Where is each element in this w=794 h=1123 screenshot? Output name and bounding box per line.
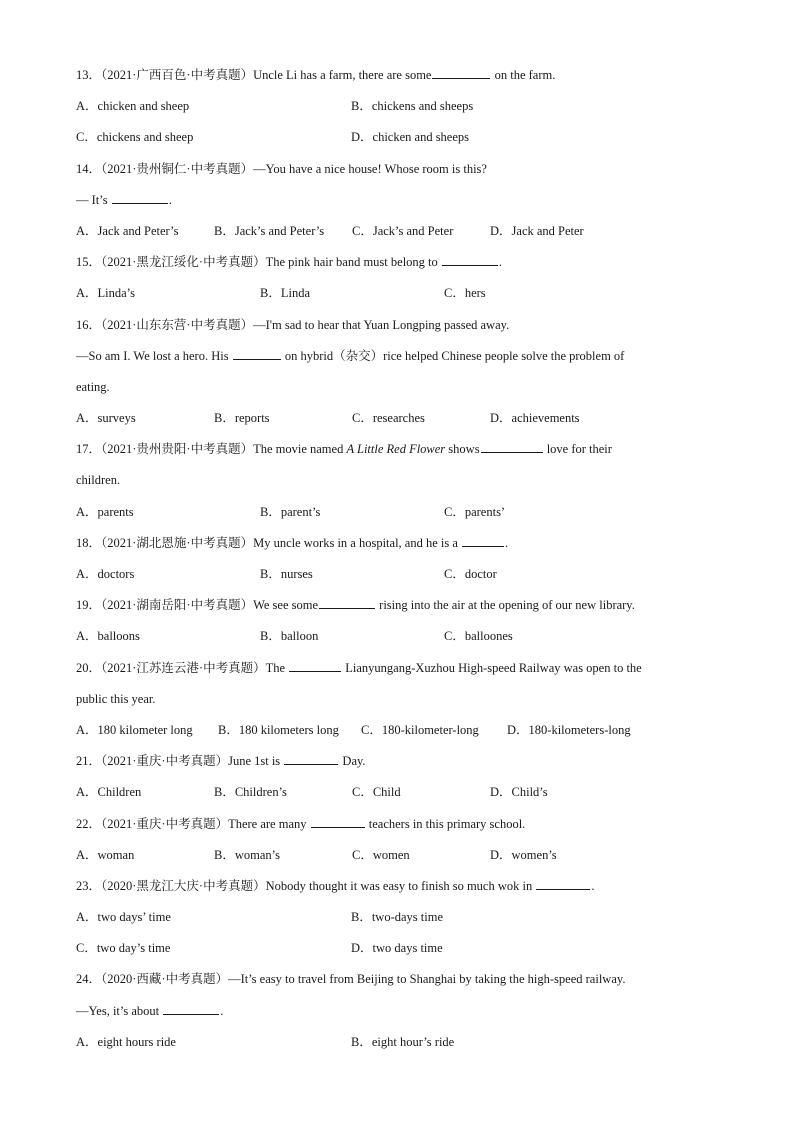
question-line [76,968,726,999]
option-a[interactable]: A．doctors [76,567,135,581]
option-b[interactable]: B．Jack’s and Peter’s [214,223,325,238]
question-line [76,532,726,563]
question-line [76,750,726,781]
answer-blank[interactable] [536,877,590,890]
option-c[interactable]: C．180-kilometer-long [361,722,479,737]
question-text: teachers in this primary school. [365,816,526,831]
option-d[interactable]: D．Child’s [490,785,548,800]
italic-title: A Little Red Flower [346,442,446,457]
option-b[interactable]: B．Linda [260,286,310,301]
answer-blank[interactable] [319,596,375,609]
option-a[interactable]: A．woman [76,847,135,862]
option-a[interactable]: A．surveys [76,411,136,426]
question-line [76,875,726,906]
option-a[interactable]: A．eight hours ride [76,1034,176,1049]
question-text: 17．（2021·贵州贵阳·中考真题）The movie named [76,442,347,457]
options-row [76,844,726,875]
exam-page [76,64,726,1062]
option-a[interactable]: A．Jack and Peter’s [76,223,179,238]
question-text: 18．（2021·湖北恩施·中考真题）My uncle works in a hospital, and he is a [76,535,462,550]
options-row [76,563,726,594]
option-a[interactable]: A．180 kilometer long [76,722,193,737]
option-c[interactable]: C．two day’s time [76,941,171,956]
option-b[interactable]: B．woman’s [214,847,280,862]
options-row [76,906,726,937]
answer-blank[interactable] [284,752,338,765]
question-text: — It’s [76,192,111,207]
question-line [76,688,726,719]
question-text: on hybrid（杂交）rice helped Chinese people solve the problem of [281,348,625,363]
question-line [76,594,726,625]
option-b[interactable]: B．nurses [260,567,313,581]
question-text: 13．（2021·广西百色·中考真题）Uncle Li has a farm, there are some [76,68,432,82]
option-c[interactable]: C．parents’ [444,504,506,519]
option-d[interactable]: D．women’s [490,847,557,862]
question-line [76,813,726,844]
answer-blank[interactable] [442,253,498,266]
question-text: —Yes, it’s about [76,1003,163,1018]
question-line [76,251,726,282]
question-text: 16．（2021·山东东营·中考真题）—I'm sad to hear that Yuan Longping passed away. [76,317,510,332]
question-text: Day. [339,754,366,769]
answer-blank[interactable] [432,66,490,79]
option-c[interactable]: C．women [352,847,410,862]
question-text: 22．（2021·重庆·中考真题）There are many [76,816,310,831]
option-a[interactable]: A．Linda’s [76,286,136,301]
option-d[interactable]: D．chicken and sheeps [351,130,470,145]
question-text: public this year. [76,691,156,706]
option-d[interactable]: D．achievements [490,411,580,426]
option-c[interactable]: C．researches [352,411,425,426]
options-row [76,95,726,126]
question-text: shows [445,442,480,457]
question-text: . [498,255,503,270]
answer-blank[interactable] [481,440,543,453]
answer-blank[interactable] [163,1002,219,1015]
option-a[interactable]: A．chicken and sheep [76,99,190,114]
option-d[interactable]: D．Jack and Peter [490,223,584,238]
question-line [76,657,726,688]
question-text: 14．（2021·贵州铜仁·中考真题）—You have a nice house! Whose room is this? [76,161,487,176]
question-text: . [591,878,595,893]
options-row [76,407,726,438]
option-c[interactable]: C．Child [352,785,401,800]
question-text: rising into the air at the opening of our new library. [376,598,635,613]
option-c[interactable]: C．chickens and sheep [76,130,194,145]
question-text: on the farm. [491,68,556,82]
option-b[interactable]: B．180 kilometers long [218,722,339,737]
options-row [76,220,726,251]
option-a[interactable]: A．balloons [76,629,140,644]
question-line [76,469,726,500]
option-b[interactable]: B．eight hour’s ride [351,1034,455,1049]
answer-blank[interactable] [233,347,281,360]
option-c[interactable]: C．Jack’s and Peter [352,223,454,238]
question-text: love for their [543,442,612,457]
question-text: 23．（2020·黑龙江大庆·中考真题）Nobody thought it was easy to finish so much wok in [76,878,536,893]
question-text: eating. [76,379,110,394]
options-row [76,625,726,656]
options-row [76,781,726,812]
options-row [76,126,726,157]
option-c[interactable]: C．hers [444,286,486,301]
options-row [76,282,726,313]
question-text: 21．（2021·重庆·中考真题）June 1st is [76,754,284,769]
question-text: 15．（2021·黑龙江绥化·中考真题）The pink hair band must belong to [76,255,441,270]
option-c[interactable]: C．balloones [444,629,513,644]
option-b[interactable]: B．chickens and sheeps [351,99,474,114]
options-row [76,501,726,532]
option-c[interactable]: C．doctor [444,567,497,581]
answer-blank[interactable] [289,659,341,672]
question-line [76,189,726,220]
question-text: . [168,192,172,207]
question-text: . [505,535,509,550]
option-a[interactable]: A．Children [76,785,142,800]
option-a[interactable]: A．two days’ time [76,910,171,925]
option-a[interactable]: A．parents [76,504,134,519]
question-text: 19．（2021·湖南岳阳·中考真题）We see some [76,598,319,613]
answer-blank[interactable] [462,534,504,547]
question-line [76,345,726,376]
option-d[interactable]: D．180-kilometers-long [507,722,631,737]
question-text: 20．（2021·江苏连云港·中考真题）The [76,660,289,675]
options-row [76,719,726,750]
question-text: 24．（2020·西藏·中考真题）—It’s easy to travel from Beijing to Shanghai by taking the high-speed railway. [76,972,626,987]
question-line [76,64,726,95]
option-b[interactable]: B．balloon [260,629,319,644]
option-d[interactable]: D．two days time [351,941,443,956]
option-b[interactable]: B．parent’s [260,504,321,519]
question-text: children. [76,473,121,488]
answer-blank[interactable] [311,815,365,828]
option-b[interactable]: B．reports [214,411,270,426]
question-line [76,438,726,469]
question-line [76,158,726,189]
option-b[interactable]: B．Children’s [214,785,287,800]
options-row [76,937,726,968]
options-row [76,1031,726,1062]
question-line [76,314,726,345]
question-text: . [220,1003,224,1018]
answer-blank[interactable] [112,191,168,204]
question-text: Lianyungang-Xuzhou High-speed Railway was open to the [342,660,642,675]
question-text: —So am I. We lost a hero. His [76,348,232,363]
question-line [76,376,726,407]
option-b[interactable]: B．two-days time [351,910,444,925]
question-line [76,1000,726,1031]
